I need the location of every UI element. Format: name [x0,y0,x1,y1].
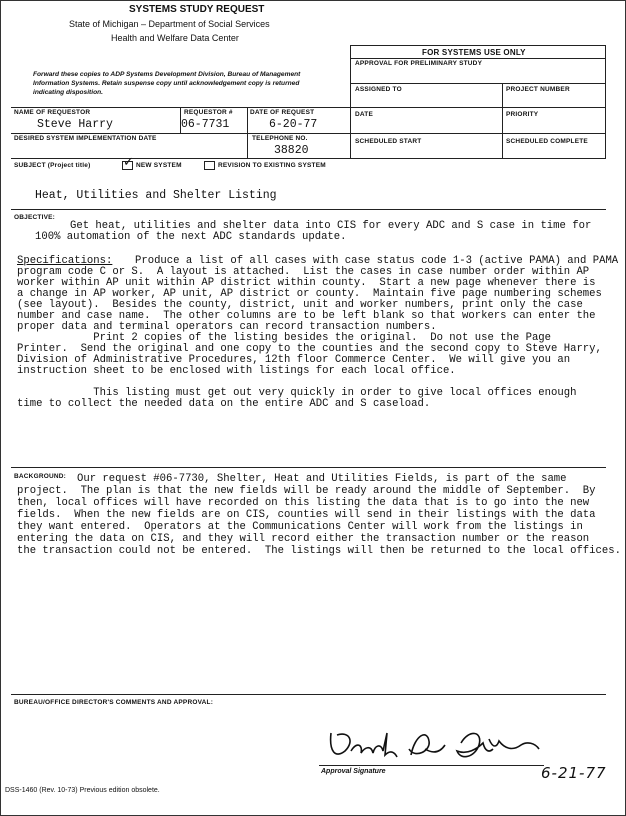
rule [502,83,503,158]
spec-line: time to collect the needed data on the entire ADC and S caseload. [17,398,431,410]
approval-signature-label: Approval Signature [321,768,386,775]
rule [11,133,606,134]
approval-label: APPROVAL FOR PRELIMINARY STUDY [355,60,483,67]
background-line: fields. When the new fields are on CIS, counties will send in their listings with the data [17,509,596,521]
spec-line: proper data and terminal operators can record transaction numbers. [17,321,437,333]
spec-line: Produce a list of all cases with case status code 1-3 (active PAMA) and PAMA [135,255,619,267]
telephone-label: TELEPHONE NO. [252,135,308,142]
new-system-option [122,161,182,170]
forward-note-text: Forward these copies to ADP Systems Development Division, Bureau of Management Information Systems. Retain suspense copy until acknowledgement copy is returned indicating disposition. [33,71,301,96]
rule [11,467,606,468]
new-system-checkbox[interactable] [122,161,133,170]
scheduled-complete-label: SCHEDULED COMPLETE [506,138,588,145]
rule [11,107,606,108]
systems-box-top-border [350,45,606,46]
spec-line: Division of Administrative Procedures, 12th floor Commerce Center. We will give you an [17,354,571,366]
date-label: DATE [355,111,374,118]
spec-line: (see layout). Besides the county, district, unit and worker numbers, print only the case [17,299,583,311]
priority-label: PRIORITY [506,111,539,118]
signature-line [319,765,544,766]
background-line: project. The plan is that the new fields will be ready around the middle of September. By [17,485,596,497]
background-line: then, local offices will have recorded on this listing the data that is to go into the new [17,497,590,509]
assigned-to-label: ASSIGNED TO [355,86,402,93]
requestor-name-label: NAME OF REQUESTOR [14,109,91,116]
requestor-name: Steve Harry [37,118,113,131]
rule [350,83,606,84]
subject-label: SUBJECT (Project title) [14,162,91,169]
agency-name: State of Michigan – Department of Social Services [69,19,270,29]
spec-line: program code C or S. A layout is attached. List the cases in case number order within AP [17,266,590,278]
rule [11,158,606,159]
spec-line: worker within AP unit within AP district within county. Start a new page whenever there is [17,277,596,289]
systems-box-left-border [350,45,351,158]
spec-line: Printer. Send the original and one copy to the counties and the second copy to Steve Harry, [17,343,602,355]
spec-line: This listing must get out very quickly in order to give local offices enough [17,387,577,399]
forward-note [33,70,323,97]
background-label: BACKGROUND: [14,473,67,480]
signature-date: 6-21-77 [541,764,607,782]
request-date: 6-20-77 [269,118,318,131]
form-title: SYSTEMS STUDY REQUEST [129,4,265,15]
new-system-label: NEW SYSTEM [136,162,182,170]
comments-label: BUREAU/OFFICE DIRECTOR'S COMMENTS AND APPROVAL: [14,699,214,706]
spec-line: a change in AP worker, AP unit, AP district or county. Maintain five page numbering schemes [17,288,602,300]
background-line: the transaction could not be entered. The listings will then be returned to the local offices. [17,545,621,557]
implementation-date-label: DESIRED SYSTEM IMPLEMENTATION DATE [14,135,157,142]
rule [350,58,606,59]
revision-label: REVISION TO EXISTING SYSTEM [218,162,326,170]
background-line: Our request #06-7730, Shelter, Heat and Utilities Fields, is part of the same [77,473,567,485]
project-number-label: PROJECT NUMBER [506,86,570,93]
rule [11,694,606,695]
center-name: Health and Welfare Data Center [111,33,239,43]
objective-line: Get heat, utilities and shelter data into CIS for every ADC and S case in time for [70,220,592,232]
systems-use-heading: FOR SYSTEMS USE ONLY [422,48,526,57]
form-number: DSS-1460 (Rev. 10-73) Previous edition obsolete. [5,787,160,794]
background-line: they want entered. Operators at the Communications Center will work from the listings in [17,521,583,533]
spec-line: Print 2 copies of the listing besides the original. Do not use the Page [17,332,552,344]
subject-title: Heat, Utilities and Shelter Listing [35,189,277,202]
telephone-number: 38820 [274,144,309,157]
requestor-number: 06-7731 [181,118,230,131]
revision-option [204,161,326,170]
spec-line: instruction sheet to be enclosed with listings for each local office. [17,365,456,377]
scheduled-start-label: SCHEDULED START [355,138,422,145]
rule [11,209,606,210]
specifications-heading: Specifications: [17,255,113,267]
requestor-number-label: REQUESTOR # [184,109,233,116]
revision-checkbox[interactable] [204,161,215,170]
background-line: entering the data on CIS, and they will record either the transaction number or the reason [17,533,590,545]
rule [247,107,248,158]
objective-line: 100% automation of the next ADC standards update. [35,231,347,243]
systems-box-right-border [605,45,606,158]
request-date-label: DATE OF REQUEST [250,109,315,116]
objective-label: OBJECTIVE: [14,214,56,221]
spec-line: number and case name. The other columns are to be left blank so that workers can enter the [17,310,596,322]
